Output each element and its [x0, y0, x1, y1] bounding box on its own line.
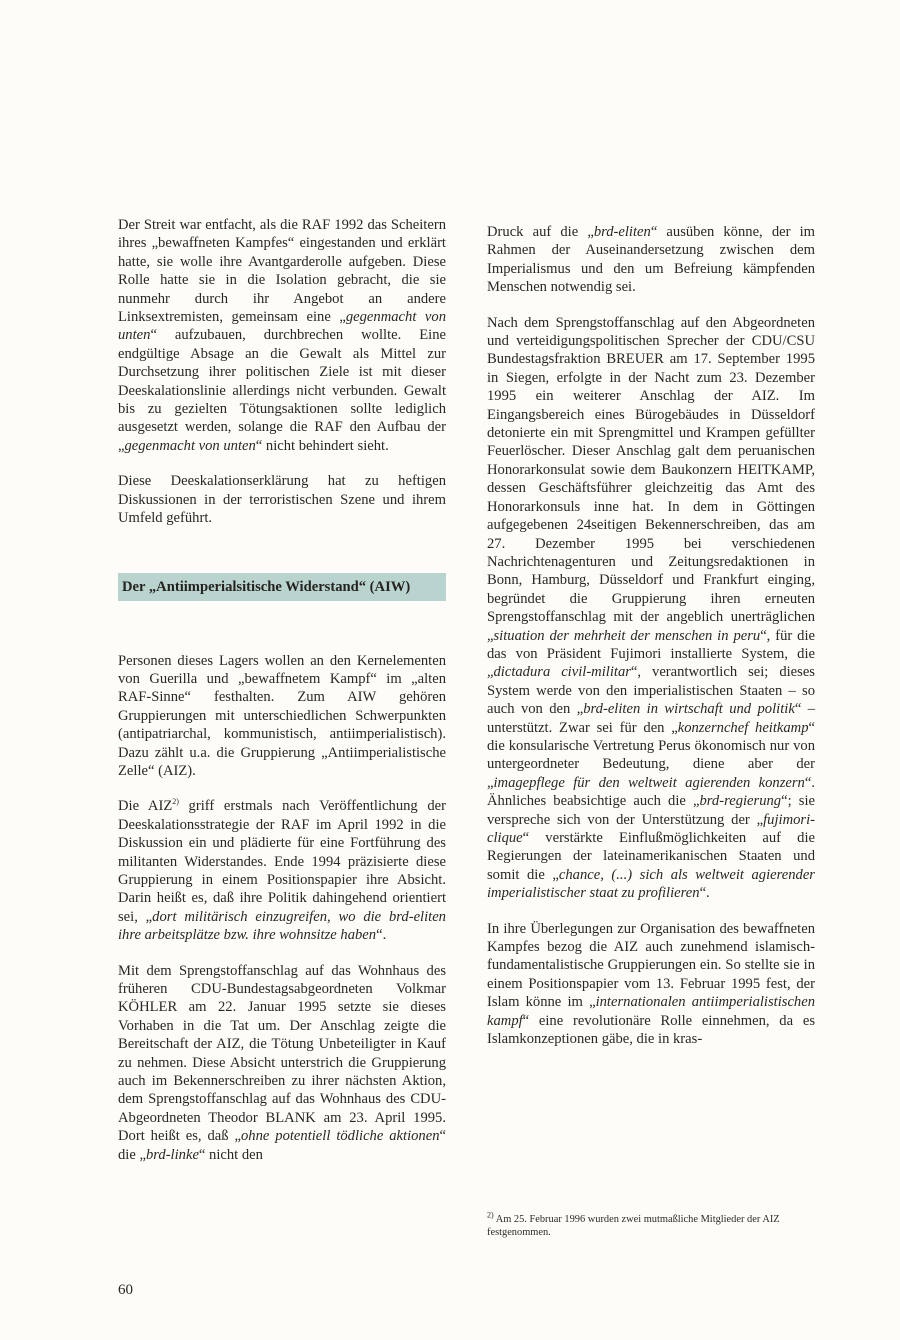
- footnote-text: Am 25. Februar 1996 wurden zwei mutmaßliche Mitglieder der AIZ festgenommen.: [487, 1214, 780, 1239]
- footnote: [487, 1210, 817, 1239]
- right-column: [487, 223, 815, 1048]
- footnote-marker: 2): [487, 1210, 494, 1220]
- paragraph: Die AIZ$^{2)}$ griff erstmals nach Veröffentlichung der Deeskalationsstrategie der RAF im April 1992 in die Diskussion ein und plädierte für eine Fortführung des militanten Widerstandes. Ende 1994 präzisierte diese Gruppierung in einem Positionspapier ihre Absicht. Darin heißt es, daß ihre Politik dahingehend orientiert sei, „dort militärisch einzugreifen, wo die brd-eliten ihre arbeitsplätze bzw. ihre wohnsitze haben“.: [118, 797, 446, 944]
- paragraph: In ihre Überlegungen zur Organisation des bewaffneten Kampfes bezog die AIZ auch zunehmend islamisch-fundamentalistische Gruppierungen ein. So stellte sie in einem Positionspapier vom 13. Februar 1995 fest, der Islam könne im „internationalen antiimperialistischen kampf“ eine revolutionäre Rolle einnehmen, da es Islamkonzeptionen gäbe, die in kras-: [487, 920, 815, 1048]
- left-column: [118, 216, 446, 1164]
- paragraph: Mit dem Sprengstoffanschlag auf das Wohnhaus des früheren CDU-Bundestagsabgeordneten Volkmar KÖHLER am 22. Januar 1995 setzte sie dieses Vorhaben in die Tat um. Der Anschlag zeigte die Bereitschaft der AIZ, die Tötung Unbeteiligter in Kauf zu nehmen. Diese Absicht unterstrich die Gruppierung auch im Bekennerschreiben zu ihrer nächsten Aktion, dem Sprengstoffanschlag auf das Wohnhaus des CDU-Abgeordneten Theodor BLANK am 23. April 1995. Dort heißt es, daß „ohne potentiell tödliche aktionen“ die „brd-linke“ nicht den: [118, 962, 446, 1163]
- paragraph: Diese Deeskalationserklärung hat zu heftigen Diskussionen in der terroristischen Szene und ihrem Umfeld geführt.: [118, 473, 446, 527]
- section-heading: Der „Antiimperialsitische Widerstand“ (AIW): [118, 573, 446, 601]
- footnote-reference: 2): [172, 797, 179, 807]
- paragraph: Personen dieses Lagers wollen an den Kernelementen von Guerilla und „bewaffnetem Kampf“ im „alten RAF-Sinne“ festhalten. Zum AIW gehören Gruppierungen mit unterschiedlichen Schwerpunkten (antipatriarchal, kommunistisch, antiimperialistisch). Dazu zählt u.a. die Gruppierung „Antiimperialistische Zelle“ (AIZ).: [118, 652, 446, 779]
- paragraph: Der Streit war entfacht, als die RAF 1992 das Scheitern ihres „bewaffneten Kampfes“ eingestanden und erklärt hatte, sie wolle ihre Avantgarderolle aufgeben. Diese Rolle hatte sie in die Isolation gebracht, die sie nunmehr durch ihr Angebot an andere Linksextremisten, gemeinsam eine „gegenmacht von unten“ aufzubauen, durchbrechen wollte. Eine endgültige Absage an die Gewalt als Mittel zur Durchsetzung ihrer politischen Ziele ist mit dieser Deeskalationslinie allerdings nicht verbunden. Gewalt bis zu gezielten Tötungsaktionen sollte lediglich ausgesetzt werden, solange die RAF den Aufbau der „gegenmacht von unten“ nicht behindert sieht.: [118, 217, 446, 454]
- paragraph: Nach dem Sprengstoffanschlag auf den Abgeordneten und verteidigungspolitischen Sprecher der CDU/CSU Bundestagsfraktion BREUER am 17. September 1995 in Siegen, erfolgte in der Nacht zum 23. Dezember 1995 ein weiterer Anschlag der AIZ. Im Eingangsbereich eines Bürogebäudes in Düsseldorf detonierte ein mit Sprengmittel und Krampen gefüllter Feuerlöscher. Dieser Anschlag galt dem peruanischen Honorarkonsulat sowie dem Baukonzern HEITKAMP, dessen Geschäftsführer gleichzeitig das Amt des Honorarkonsuls inne hat. In dem in Göttingen aufgegebenen 24seitigen Bekennerschreiben, das am 27. Dezember 1995 bei verschiedenen Nachrichtenagenturen und Zeitungsredaktionen in Bonn, Hamburg, Düsseldorf und Frankfurt einging, begründet die Gruppierung ihren erneuten Sprengstoffanschlag mit der angeblich unerträglichen „situation der mehrheit der menschen in peru“, für die das von Präsident Fujimori installierte System, die „dictadura civil-militar“, verantwortlich sei; dieses System werde von den imperialistischen Staaten – so auch von den „brd-eliten in wirtschaft und politik“ – unterstützt. Zwar sei für den „konzernchef heitkamp“ die konsularische Vertretung Perus ökonomisch nur von untergeordneter Bedeutung, diene aber der „imagepflege für den weltweit agierenden konzern“. Ähnliches beabsichtige auch die „brd-regierung“; sie verspreche sich von der Unterstützung der „fujimori-clique“ verstärkte Einflußmöglichkeiten auf die Regierungen der lateinamerikanischen Staaten und somit die „chance, (...) sich als weltweit agierender imperialistischer staat zu profilieren“.: [487, 314, 816, 902]
- page-number: 60: [118, 1282, 133, 1298]
- paragraph: Druck auf die „brd-eliten“ ausüben könne, der im Rahmen der Auseinandersetzung zwischen dem Imperialismus und den um Befreiung kämpfenden Menschen notwendig sei.: [487, 224, 816, 296]
